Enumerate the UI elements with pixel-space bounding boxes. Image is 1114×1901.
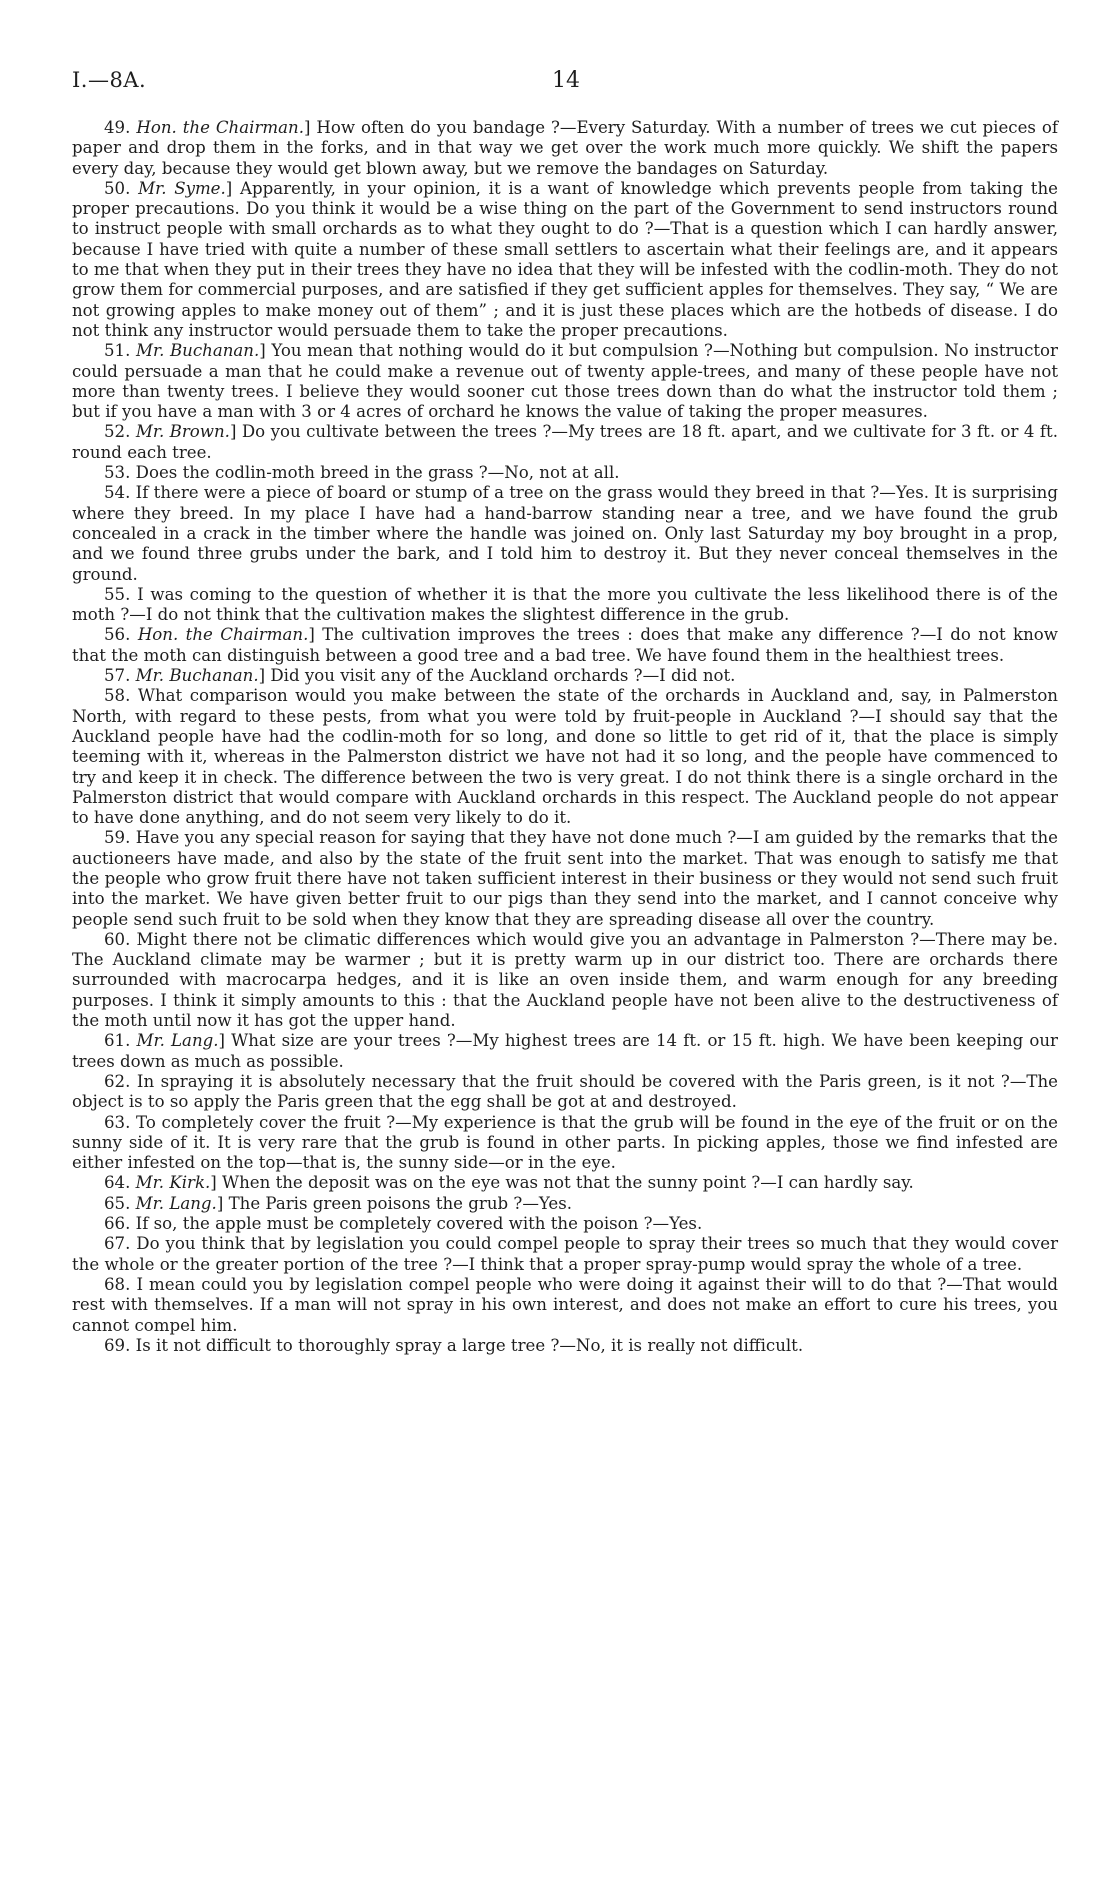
speaker-name: Mr. Brown. [135, 422, 230, 442]
question-number: 61. [104, 1031, 131, 1051]
question-text: ] The Paris green poisons the grub ?—Yes. [216, 1193, 573, 1213]
question-paragraph [72, 1113, 1058, 1174]
question-number: 59. [104, 828, 131, 848]
question-text: ] Apparently, in your opinion, it is a want of knowledge which prevents people from taking the proper precautions. Do you think it would be a wise thing on the part of the Government to send instructors round to instruct people with small orchards as to what they ought to do ?—That is a question which I can hardly answer, because I have tried with quite a number of these small settlers to ascertain what their feelings are, and it appears to me that when they put in their trees they have no idea that they will be infested with the codlin-moth. They do not grow them for commercial purposes, and are satisfied if they get sufficient apples for themselves. They say, “ We are not growing apples to make money out of them” ; and it is just these places which are the hotbeds of disease. I do not think any instructor would persuade them to take the proper precautions. [72, 178, 1058, 340]
question-paragraph [72, 585, 1058, 626]
question-number: 69. [104, 1335, 131, 1355]
question-text: ] What size are your trees ?—My highest trees are 14 ft. or 15 ft. high. We have been keeping our trees down as much as possible. [72, 1031, 1058, 1071]
evidence-body [72, 118, 1058, 1356]
question-paragraph [72, 1336, 1058, 1356]
question-text: ] You mean that nothing would do it but compulsion ?—Nothing but compulsion. No instructor could persuade a man that he could make a revenue out of twenty apple-trees, and many of these people have not more than twenty trees. I believe they would sooner cut those trees down than do what the instructor told them ; but if you have a man with 3 or 4 acres of orchard he knows the value of taking the proper measures. [72, 341, 1058, 422]
speaker-name: Mr. Buchanan. [135, 341, 260, 361]
question-paragraph [72, 666, 1058, 686]
question-number: 55. [104, 584, 131, 604]
question-paragraph [72, 463, 1058, 483]
question-number: 50. [104, 178, 131, 198]
question-paragraph [72, 1072, 1058, 1113]
question-text: What comparison would you make between the state of the orchards in Auckland and, say, in Palmerston North, with regard to these pests, from what you were told by fruit-people in Auckland ?—I should say that the Auckland people have had the codlin-moth for so long, and done so little to get rid of it, that the place is simply teeming with it, whereas in the Palmerston district we have not had it so long, and the people have commenced to try and keep it in check. The difference between the two is very great. I do not think there is a single orchard in the Palmerston district that would compare with Auckland orchards in this respect. The Auckland people do not appear to have done anything, and do not seem very likely to do it. [72, 686, 1058, 828]
question-paragraph [72, 179, 1058, 341]
speaker-name: Mr. Lang. [135, 1193, 217, 1213]
question-paragraph [72, 930, 1058, 1031]
question-number: 64. [104, 1173, 131, 1193]
question-text: ] How often do you bandage ?—Every Saturday. With a number of trees we cut pieces of paper and drop them in the forks, and in that way we get over the work much more quickly. We shift the papers every day, because they would get blown away, but we remove the bandages on Saturday. [72, 118, 1059, 178]
question-number: 63. [104, 1112, 131, 1132]
question-number: 60. [104, 929, 131, 949]
question-number: 68. [104, 1274, 131, 1294]
question-number: 56. [104, 625, 131, 645]
question-paragraph [72, 1031, 1058, 1072]
question-paragraph [72, 828, 1058, 929]
question-text: Does the codlin-moth breed in the grass ?—No, not at all. [135, 463, 620, 483]
question-text: ] When the deposit was on the eye was not that the sunny point ?—I can hardly say. [210, 1173, 914, 1193]
page-number: 14 [552, 68, 580, 93]
question-paragraph [72, 341, 1058, 422]
question-text: I mean could you by legislation compel people who were doing it against their will to do that ?—That would rest with themselves. If a man will not spray in his own interest, and does not make an effort to cure his trees, you cannot compel him. [72, 1274, 1058, 1335]
question-number: 62. [104, 1071, 131, 1091]
question-number: 51. [104, 341, 131, 361]
question-text: To completely cover the fruit ?—My experience is that the grub will be found in the eye of the fruit or on the sunny side of it. It is very rare that the grub is found in other parts. In picking apples, those we find infested are either infested on the top—that is, the sunny side—or in the eye. [72, 1112, 1059, 1173]
question-text: ] The cultivation improves the trees : does that make any difference ?—I do not know that the moth can distinguish between a good tree and a bad tree. We have found them in the healthiest trees. [72, 625, 1058, 665]
question-number: 49. [104, 118, 131, 137]
question-paragraph [72, 1194, 1058, 1214]
speaker-name: Hon. the Chairman. [136, 118, 304, 137]
question-paragraph [72, 422, 1058, 463]
question-paragraph [72, 1275, 1058, 1336]
question-number: 66. [104, 1214, 131, 1234]
question-text: If there were a piece of board or stump of a tree on the grass would they breed in that ?—Yes. It is surprising where they breed. In my place I have had a hand-barrow standing near a tree, and we have found the grub concealed in a crack in the timber where the handle was joined on. Only last Saturday my boy brought in a prop, and we found three grubs under the bark, and I told him to destroy it. But they never conceal themselves in the ground. [72, 483, 1058, 584]
question-number: 52. [104, 422, 131, 442]
question-text: Might there not be climatic differences which would give you an advantage in Palmerston ?—There may be. The Auckland climate may be warmer ; but it is pretty warm up in our district too. There are orchards there surrounded with macrocarpa hedges, and it is like an oven inside them, and warm enough for any breeding purposes. I think it simply amounts to this : that the Auckland people have not been alive to the destructiveness of the moth until now it has got the upper hand. [72, 929, 1058, 1031]
question-text: In spraying it is absolutely necessary that the fruit should be covered with the Paris green, is it not ?—The object is to so apply the Paris green that the egg shall be got at and destroyed. [72, 1071, 1058, 1112]
question-number: 58. [104, 686, 131, 706]
question-text: Is it not difficult to thoroughly spray a large tree ?—No, it is really not difficult. [135, 1335, 804, 1355]
question-paragraph [72, 625, 1058, 666]
document-reference: I.—8A. [72, 68, 147, 92]
question-paragraph [72, 118, 1058, 179]
question-number: 54. [104, 483, 131, 503]
question-number: 67. [104, 1234, 131, 1254]
question-text: Do you think that by legislation you could compel people to spray their trees so much that they would cover the whole or the greater portion of the tree ?—I think that a proper spray-pump would spray the whole of a tree. [72, 1234, 1058, 1274]
question-paragraph [72, 686, 1058, 828]
question-number: 65. [104, 1193, 131, 1213]
speaker-name: Mr. Syme. [138, 178, 226, 198]
question-text: I was coming to the question of whether it is that the more you cultivate the less likelihood there is of the moth ?—I do not think that the cultivation makes the slightest difference in the grub. [72, 584, 1058, 625]
question-text: ] Did you visit any of the Auckland orchards ?—I did not. [258, 666, 736, 686]
question-text: If so, the apple must be completely covered with the poison ?—Yes. [135, 1214, 703, 1234]
question-paragraph [72, 1173, 1058, 1193]
speaker-name: Mr. Kirk. [135, 1173, 211, 1193]
question-paragraph [72, 1214, 1058, 1234]
page-header [72, 68, 1058, 108]
question-number: 57. [104, 666, 131, 686]
question-text: ] Do you cultivate between the trees ?—My trees are 18 ft. apart, and we cultivate for 3 ft. or 4 ft. round each tree. [72, 422, 1058, 462]
question-paragraph [72, 483, 1058, 584]
speaker-name: Mr. Lang. [136, 1031, 219, 1051]
question-number: 53. [104, 463, 131, 483]
speaker-name: Hon. the Chairman. [137, 625, 309, 645]
question-paragraph [72, 1234, 1058, 1275]
question-text: Have you any special reason for saying that they have not done much ?—I am guided by the remarks that the auctioneers have made, and also by the state of the fruit sent into the market. That was enough to satisfy me that the people who grow fruit there have not taken sufficient interest in their business or they would not send such fruit into the market. We have given better fruit to our pigs than they send into the market, and I cannot conceive why people send such fruit to be sold when they know that they are spreading disease all over the country. [72, 828, 1058, 929]
speaker-name: Mr. Buchanan. [135, 666, 259, 686]
